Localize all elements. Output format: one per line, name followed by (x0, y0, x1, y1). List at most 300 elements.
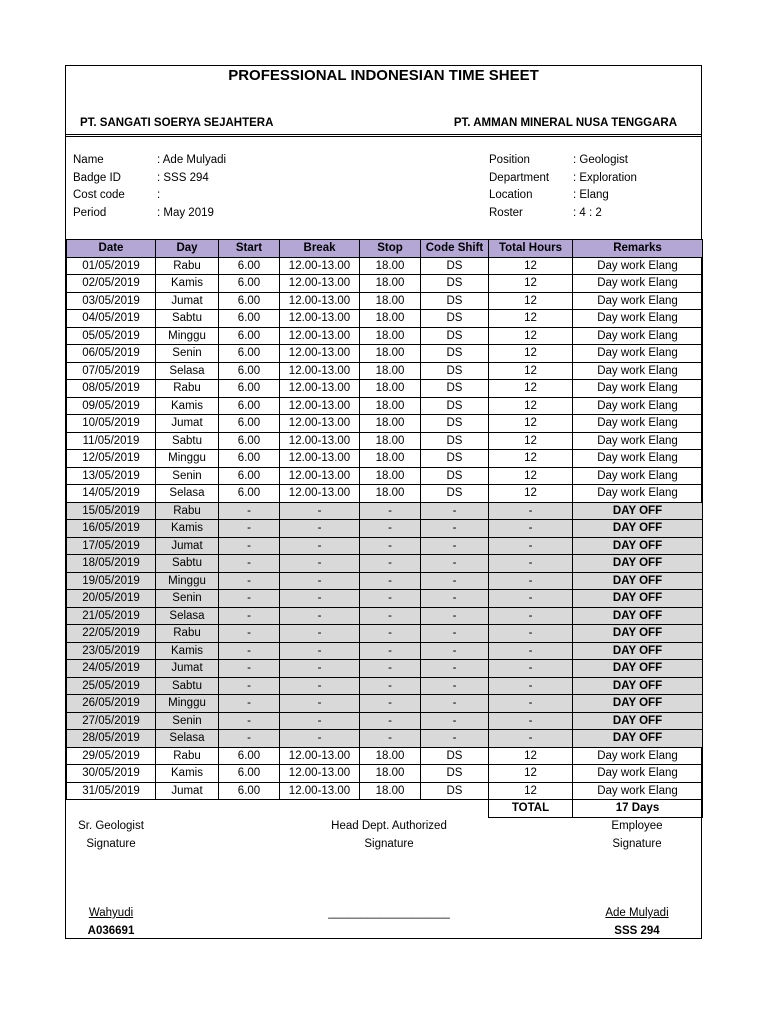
table-cell: 18.00 (360, 397, 421, 415)
info-value: : Ade Mulyadi (157, 154, 227, 166)
table-cell: - (219, 502, 280, 520)
table-cell: - (360, 520, 421, 538)
signer-name: Ade Mulyadi (605, 907, 669, 919)
signature-sub: Signature (364, 838, 414, 850)
signature-employee-name (572, 904, 702, 940)
column-header: Code Shift (421, 240, 489, 258)
table-cell: Selasa (156, 485, 219, 503)
table-cell: Kamis (156, 765, 219, 783)
table-cell: 07/05/2019 (67, 362, 156, 380)
table-cell: Senin (156, 345, 219, 363)
table-row (67, 362, 703, 380)
table-cell: - (280, 607, 360, 625)
table-cell: 6.00 (219, 415, 280, 433)
table-cell: - (219, 660, 280, 678)
table-cell: 24/05/2019 (67, 660, 156, 678)
table-row (67, 520, 703, 538)
table-cell: 12 (489, 380, 573, 398)
table-cell: 12 (489, 485, 573, 503)
info-label: Roster (489, 206, 523, 219)
table-cell: - (280, 712, 360, 730)
signature-employee (572, 817, 702, 853)
signature-role: Employee (611, 820, 663, 832)
table-cell: - (219, 572, 280, 590)
table-cell: - (489, 660, 573, 678)
table-cell: - (421, 712, 489, 730)
table-cell: 12.00-13.00 (280, 362, 360, 380)
table-cell: 21/05/2019 (67, 607, 156, 625)
table-cell: DAY OFF (573, 555, 703, 573)
table-cell: - (360, 572, 421, 590)
table-cell: DS (421, 380, 489, 398)
divider (66, 136, 701, 137)
table-cell: - (219, 642, 280, 660)
table-cell: - (421, 502, 489, 520)
table-row (67, 397, 703, 415)
table-cell: 12 (489, 327, 573, 345)
table-cell: - (489, 572, 573, 590)
table-cell: - (280, 625, 360, 643)
table-cell: DS (421, 275, 489, 293)
table-row (67, 537, 703, 555)
table-cell: DS (421, 257, 489, 275)
table-cell: Day work Elang (573, 327, 703, 345)
table-cell: - (280, 520, 360, 538)
table-cell: Minggu (156, 572, 219, 590)
table-cell: - (421, 660, 489, 678)
table-cell: 12 (489, 415, 573, 433)
table-cell: Day work Elang (573, 432, 703, 450)
table-cell: Kamis (156, 642, 219, 660)
info-label: Name (73, 154, 104, 166)
table-cell: 18.00 (360, 450, 421, 468)
table-cell: 12.00-13.00 (280, 747, 360, 765)
table-cell: - (280, 572, 360, 590)
table-cell: 6.00 (219, 467, 280, 485)
table-cell: 12.00-13.00 (280, 450, 360, 468)
info-value: : May 2019 (157, 206, 214, 219)
table-row (67, 450, 703, 468)
table-cell: 18.00 (360, 362, 421, 380)
info-value: : 4 : 2 (573, 206, 602, 219)
table-row (67, 677, 703, 695)
table-cell: 18.00 (360, 467, 421, 485)
signer-name: ___________________ (328, 907, 450, 919)
table-row (67, 782, 703, 800)
table-cell: - (280, 642, 360, 660)
info-value: : SSS 294 (157, 171, 209, 184)
table-cell: DS (421, 310, 489, 328)
table-cell: 06/05/2019 (67, 345, 156, 363)
table-cell: - (219, 607, 280, 625)
table-cell: Rabu (156, 380, 219, 398)
table-cell: Minggu (156, 450, 219, 468)
table-cell: - (280, 660, 360, 678)
signature-role: Head Dept. Authorized (331, 820, 447, 832)
table-cell: 12 (489, 275, 573, 293)
table-cell: 6.00 (219, 397, 280, 415)
table-cell: 6.00 (219, 747, 280, 765)
table-cell: Jumat (156, 782, 219, 800)
company-right: PT. AMMAN MINERAL NUSA TENGGARA (453, 117, 677, 129)
table-cell: 05/05/2019 (67, 327, 156, 345)
table-cell: 18.00 (360, 765, 421, 783)
table-cell: 6.00 (219, 310, 280, 328)
info-label: Badge ID (73, 171, 121, 184)
table-cell: 12.00-13.00 (280, 310, 360, 328)
info-label: Location (489, 189, 533, 201)
table-cell: 12.00-13.00 (280, 275, 360, 293)
table-cell: - (219, 555, 280, 573)
employee-info-left (73, 152, 226, 222)
table-cell: 08/05/2019 (67, 380, 156, 398)
table-cell: Rabu (156, 257, 219, 275)
table-cell: 13/05/2019 (67, 467, 156, 485)
table-cell: 18.00 (360, 485, 421, 503)
table-cell: DS (421, 765, 489, 783)
table-cell: - (219, 677, 280, 695)
table-cell: 22/05/2019 (67, 625, 156, 643)
table-cell: 15/05/2019 (67, 502, 156, 520)
table-cell: 12 (489, 765, 573, 783)
table-cell: - (489, 677, 573, 695)
timesheet-table (66, 239, 703, 818)
column-header: Remarks (573, 240, 703, 258)
table-cell: 12 (489, 450, 573, 468)
table-cell: - (280, 502, 360, 520)
signer-id: SSS 294 (614, 925, 660, 937)
table-cell: Kamis (156, 275, 219, 293)
table-cell: - (360, 642, 421, 660)
table-cell: - (219, 537, 280, 555)
table-cell: - (360, 590, 421, 608)
info-label: Cost code (73, 189, 125, 201)
table-cell: - (421, 607, 489, 625)
table-cell: Senin (156, 467, 219, 485)
table-cell: 6.00 (219, 380, 280, 398)
table-cell: 12.00-13.00 (280, 415, 360, 433)
table-cell: Jumat (156, 292, 219, 310)
signer-name: Wahyudi (88, 907, 134, 919)
table-row (67, 660, 703, 678)
table-cell: 18.00 (360, 380, 421, 398)
column-header: Start (219, 240, 280, 258)
table-cell: 6.00 (219, 362, 280, 380)
table-cell: 18.00 (360, 275, 421, 293)
table-cell: 18.00 (360, 327, 421, 345)
table-cell: DAY OFF (573, 677, 703, 695)
timesheet (65, 65, 702, 939)
table-cell: DAY OFF (573, 537, 703, 555)
table-row (67, 712, 703, 730)
table-cell: - (360, 537, 421, 555)
table-cell: 26/05/2019 (67, 695, 156, 713)
total-row (67, 800, 703, 818)
table-cell: - (219, 712, 280, 730)
info-label: Period (73, 206, 107, 219)
table-cell: 01/05/2019 (67, 257, 156, 275)
table-cell: 18.00 (360, 432, 421, 450)
table-cell: Senin (156, 590, 219, 608)
table-cell: Rabu (156, 625, 219, 643)
table-cell: 31/05/2019 (67, 782, 156, 800)
table-cell: - (360, 625, 421, 643)
table-cell: 12.00-13.00 (280, 345, 360, 363)
table-cell: 02/05/2019 (67, 275, 156, 293)
total-value: 17 Days (573, 800, 703, 818)
table-cell: Day work Elang (573, 292, 703, 310)
table-cell: Kamis (156, 520, 219, 538)
table-cell: Rabu (156, 747, 219, 765)
table-cell: Minggu (156, 327, 219, 345)
table-cell: DS (421, 397, 489, 415)
table-cell: 12 (489, 467, 573, 485)
table-cell: DS (421, 450, 489, 468)
column-header: Day (156, 240, 219, 258)
table-cell: Kamis (156, 397, 219, 415)
table-cell: Rabu (156, 502, 219, 520)
table-cell: 16/05/2019 (67, 520, 156, 538)
table-cell: 12 (489, 292, 573, 310)
table-row (67, 555, 703, 573)
table-cell: - (219, 625, 280, 643)
table-row (67, 327, 703, 345)
table-cell: - (280, 730, 360, 748)
table-cell: Senin (156, 712, 219, 730)
table-cell: 12 (489, 397, 573, 415)
info-label: Department (489, 171, 550, 184)
table-cell: 23/05/2019 (67, 642, 156, 660)
table-cell: - (421, 555, 489, 573)
table-cell: 12 (489, 782, 573, 800)
table-cell: - (421, 590, 489, 608)
divider (66, 134, 701, 135)
table-cell: Sabtu (156, 432, 219, 450)
table-cell: 12.00-13.00 (280, 485, 360, 503)
table-cell: 18.00 (360, 415, 421, 433)
table-cell: - (360, 660, 421, 678)
info-value: : Geologist (573, 154, 628, 166)
table-cell: DS (421, 327, 489, 345)
table-cell: DAY OFF (573, 520, 703, 538)
table-cell: - (489, 625, 573, 643)
table-cell: - (489, 502, 573, 520)
table-cell: DAY OFF (573, 695, 703, 713)
table-cell: Day work Elang (573, 397, 703, 415)
table-cell: - (360, 712, 421, 730)
table-row (67, 590, 703, 608)
table-cell: 18.00 (360, 310, 421, 328)
table-cell: Sabtu (156, 310, 219, 328)
table-cell: 09/05/2019 (67, 397, 156, 415)
table-cell: Day work Elang (573, 747, 703, 765)
table-row (67, 642, 703, 660)
table-cell: - (219, 590, 280, 608)
table-cell: Day work Elang (573, 485, 703, 503)
table-cell: - (360, 677, 421, 695)
info-label: Position (489, 154, 530, 166)
table-cell: - (421, 677, 489, 695)
table-cell: DS (421, 747, 489, 765)
table-cell: DAY OFF (573, 730, 703, 748)
signature-head-dept (294, 817, 484, 853)
table-cell: DAY OFF (573, 660, 703, 678)
table-cell: 12/05/2019 (67, 450, 156, 468)
table-row (67, 485, 703, 503)
table-cell: 6.00 (219, 782, 280, 800)
table-cell: 04/05/2019 (67, 310, 156, 328)
table-cell: Selasa (156, 607, 219, 625)
table-cell: 6.00 (219, 257, 280, 275)
table-cell: - (280, 695, 360, 713)
table-cell: DAY OFF (573, 502, 703, 520)
table-cell: 30/05/2019 (67, 765, 156, 783)
signature-head-dept-name (294, 904, 484, 922)
table-cell: 6.00 (219, 450, 280, 468)
table-cell: 27/05/2019 (67, 712, 156, 730)
table-cell: Jumat (156, 415, 219, 433)
table-cell: Day work Elang (573, 275, 703, 293)
table-cell: 12 (489, 310, 573, 328)
table-header-row (67, 240, 703, 258)
table-row (67, 467, 703, 485)
table-row (67, 310, 703, 328)
table-cell: - (360, 695, 421, 713)
table-cell: - (360, 730, 421, 748)
table-cell: - (489, 642, 573, 660)
table-cell: 12 (489, 747, 573, 765)
table-cell: 28/05/2019 (67, 730, 156, 748)
column-header: Date (67, 240, 156, 258)
table-cell: - (421, 730, 489, 748)
table-cell: - (219, 730, 280, 748)
table-cell: DS (421, 782, 489, 800)
table-cell: DAY OFF (573, 607, 703, 625)
table-cell: Sabtu (156, 677, 219, 695)
table-cell: - (489, 590, 573, 608)
signature-sr-geologist (66, 817, 156, 853)
table-cell: Day work Elang (573, 310, 703, 328)
table-cell: 12 (489, 362, 573, 380)
column-header: Break (280, 240, 360, 258)
table-cell: DAY OFF (573, 712, 703, 730)
table-cell: 6.00 (219, 485, 280, 503)
table-cell: 12.00-13.00 (280, 292, 360, 310)
table-cell: 20/05/2019 (67, 590, 156, 608)
table-row (67, 625, 703, 643)
table-cell: - (280, 555, 360, 573)
table-cell: 12.00-13.00 (280, 765, 360, 783)
table-cell: Day work Elang (573, 450, 703, 468)
table-cell: 12.00-13.00 (280, 380, 360, 398)
table-cell: - (489, 520, 573, 538)
table-cell: 12.00-13.00 (280, 432, 360, 450)
signature-sr-geologist-name (66, 904, 156, 940)
table-row (67, 730, 703, 748)
table-cell: Day work Elang (573, 467, 703, 485)
table-cell: - (489, 730, 573, 748)
table-cell: - (280, 677, 360, 695)
table-cell: DS (421, 467, 489, 485)
table-cell: Day work Elang (573, 362, 703, 380)
table-cell: - (360, 555, 421, 573)
table-cell: 03/05/2019 (67, 292, 156, 310)
table-cell: 6.00 (219, 432, 280, 450)
table-cell: DS (421, 362, 489, 380)
table-cell: 12 (489, 432, 573, 450)
table-cell: - (360, 502, 421, 520)
table-cell: 29/05/2019 (67, 747, 156, 765)
table-cell: 6.00 (219, 345, 280, 363)
table-cell: 6.00 (219, 275, 280, 293)
page-title: PROFESSIONAL INDONESIAN TIME SHEET (228, 67, 539, 84)
table-cell: 12.00-13.00 (280, 467, 360, 485)
table-row (67, 502, 703, 520)
table-row (67, 415, 703, 433)
table-cell: Day work Elang (573, 380, 703, 398)
table-cell: DS (421, 485, 489, 503)
table-cell: Day work Elang (573, 257, 703, 275)
table-cell: 19/05/2019 (67, 572, 156, 590)
table-row (67, 607, 703, 625)
table-row (67, 765, 703, 783)
table-cell: 12 (489, 257, 573, 275)
table-cell: DS (421, 415, 489, 433)
info-value: : Elang (573, 189, 609, 201)
table-cell: - (489, 607, 573, 625)
table-cell: - (360, 607, 421, 625)
employee-info-right (489, 152, 637, 222)
table-cell: - (219, 520, 280, 538)
table-cell: DS (421, 345, 489, 363)
table-cell: - (421, 572, 489, 590)
table-cell: 17/05/2019 (67, 537, 156, 555)
column-header: Total Hours (489, 240, 573, 258)
table-cell: 6.00 (219, 765, 280, 783)
table-cell: 14/05/2019 (67, 485, 156, 503)
table-cell: 11/05/2019 (67, 432, 156, 450)
table-cell: 18/05/2019 (67, 555, 156, 573)
table-row (67, 747, 703, 765)
table-cell: Selasa (156, 730, 219, 748)
table-cell: - (280, 537, 360, 555)
table-cell: - (489, 712, 573, 730)
table-cell: Selasa (156, 362, 219, 380)
table-cell: 6.00 (219, 292, 280, 310)
table-row (67, 380, 703, 398)
table-cell: 12.00-13.00 (280, 257, 360, 275)
table-cell: Day work Elang (573, 782, 703, 800)
table-cell: 6.00 (219, 327, 280, 345)
table-cell: DAY OFF (573, 625, 703, 643)
table-cell: 12 (489, 345, 573, 363)
table-cell: DS (421, 432, 489, 450)
info-value: : Exploration (573, 171, 637, 184)
signature-sub: Signature (612, 838, 662, 850)
table-cell: Day work Elang (573, 765, 703, 783)
table-cell: Minggu (156, 695, 219, 713)
table-cell: Sabtu (156, 555, 219, 573)
table-cell: 25/05/2019 (67, 677, 156, 695)
table-row (67, 695, 703, 713)
table-row (67, 257, 703, 275)
table-cell: - (421, 642, 489, 660)
table-cell: DAY OFF (573, 642, 703, 660)
table-cell: 12.00-13.00 (280, 397, 360, 415)
table-cell: 18.00 (360, 345, 421, 363)
table-cell: 12.00-13.00 (280, 782, 360, 800)
table-cell: DAY OFF (573, 590, 703, 608)
